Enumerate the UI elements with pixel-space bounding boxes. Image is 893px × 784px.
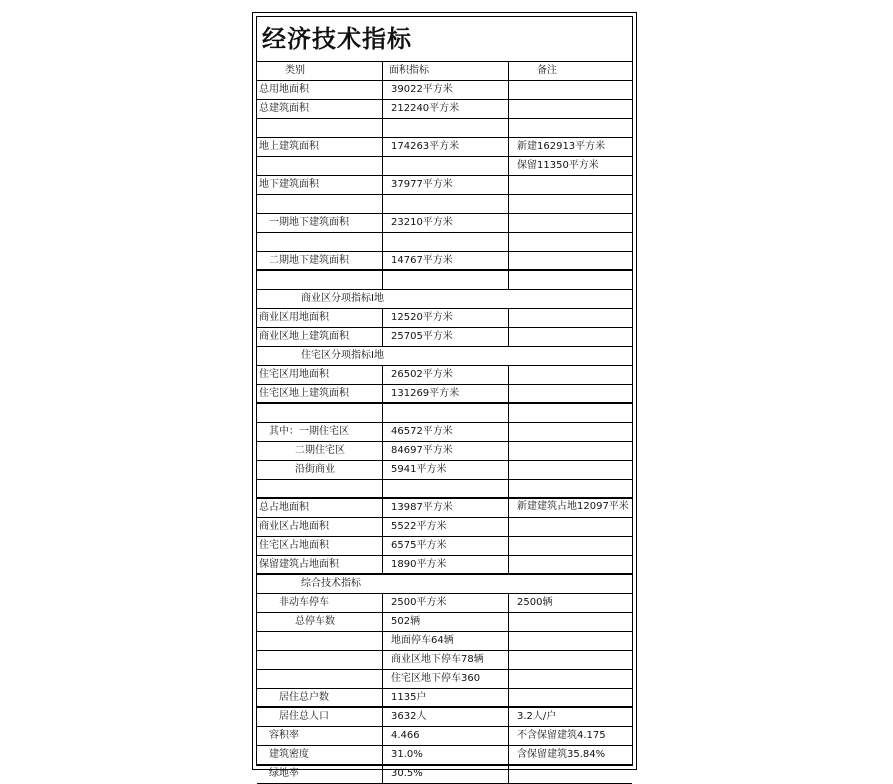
- area-cell: [383, 233, 509, 251]
- area-cell: 6575平方米: [383, 537, 509, 555]
- note-cell: [509, 461, 632, 479]
- note-cell: [509, 442, 632, 460]
- area-cell: 12520平方米: [383, 309, 509, 327]
- category-cell: 二期地下建筑面积: [257, 252, 383, 269]
- indicator-sheet: [252, 12, 637, 779]
- table-row: [257, 499, 632, 518]
- category-cell: 住宅区地上建筑面积: [257, 385, 383, 402]
- table-row: [257, 708, 632, 727]
- category-cell: 商业区用地面积: [257, 309, 383, 327]
- category-cell: 绿地率: [257, 765, 383, 783]
- note-cell: 2500辆: [517, 597, 553, 608]
- category-cell: [257, 157, 383, 175]
- note-cell: [509, 233, 632, 251]
- area-cell: 502辆: [383, 613, 509, 631]
- table-row: [257, 100, 632, 119]
- category-cell: 商业区地上建筑面积: [257, 328, 383, 346]
- note-cell: [509, 556, 632, 573]
- table-row: [257, 233, 632, 252]
- area-cell: 39022平方米: [383, 81, 509, 99]
- note-cell: 含保留建筑35.84%: [517, 749, 606, 760]
- table-row: [257, 480, 632, 499]
- note-cell: [509, 537, 632, 555]
- note-cell: [509, 632, 632, 650]
- area-cell: [383, 157, 509, 175]
- category-cell: [257, 233, 383, 251]
- table-row: [257, 518, 632, 537]
- category-cell: 非动车停车: [257, 594, 383, 612]
- area-cell: 5941平方米: [383, 461, 509, 479]
- note-cell: [509, 100, 632, 118]
- table-row: [257, 309, 632, 328]
- category-cell: 地下建筑面积: [257, 176, 383, 194]
- category-cell: 保留建筑占地面积: [257, 556, 383, 573]
- table-row: [257, 328, 632, 347]
- area-cell: 14767平方米: [383, 252, 509, 269]
- header-note: 备注: [537, 65, 557, 76]
- category-cell: 总占地面积: [257, 499, 383, 517]
- note-cell: [509, 385, 632, 402]
- area-cell: 30.5%: [383, 765, 509, 783]
- area-cell: 23210平方米: [383, 214, 509, 232]
- category-cell: 商业区占地面积: [257, 518, 383, 536]
- table-row: [257, 765, 632, 784]
- section-row: [257, 575, 632, 594]
- note-cell: [509, 214, 632, 232]
- category-cell: [257, 670, 383, 688]
- note-cell: [509, 765, 632, 783]
- area-cell: 13987平方米: [383, 499, 509, 517]
- section-row: [257, 347, 632, 366]
- header-category: 类别: [257, 62, 383, 80]
- table-row: [257, 594, 632, 613]
- category-cell: 地上建筑面积: [257, 138, 383, 156]
- note-cell: [509, 480, 632, 497]
- table-row: [257, 423, 632, 442]
- area-cell: [383, 271, 509, 289]
- indicator-table: [257, 61, 632, 784]
- section-title: 商业区分项指标I地: [301, 293, 384, 304]
- table-row: [257, 689, 632, 708]
- category-cell: 建筑密度: [257, 746, 383, 764]
- table-header-row: [257, 62, 632, 81]
- note-cell: [509, 309, 632, 327]
- note-cell: [509, 366, 632, 384]
- note-cell: [509, 651, 632, 669]
- category-cell: 总停车数: [257, 613, 383, 631]
- table-row: [257, 537, 632, 556]
- area-cell: 174263平方米: [383, 138, 509, 156]
- area-cell: [383, 119, 509, 137]
- table-row: [257, 670, 632, 689]
- area-cell: 25705平方米: [383, 328, 509, 346]
- note-cell: [509, 119, 632, 137]
- note-cell: 3.2人/户: [517, 711, 557, 722]
- table-row: [257, 746, 632, 765]
- note-cell: 新建建筑占地12097平米: [517, 501, 629, 512]
- header-area: 面积指标: [383, 62, 509, 80]
- category-cell: 其中：一期住宅区: [257, 423, 383, 441]
- note-cell: [509, 613, 632, 631]
- note-cell: [509, 670, 632, 688]
- category-cell: 居住总户数: [257, 689, 383, 706]
- category-cell: 总用地面积: [257, 81, 383, 99]
- area-cell: [383, 480, 509, 497]
- section-title: 综合技术指标: [301, 578, 361, 589]
- category-cell: [257, 651, 383, 669]
- table-row: [257, 613, 632, 632]
- category-cell: 总建筑面积: [257, 100, 383, 118]
- table-row: [257, 252, 632, 271]
- note-cell: [509, 195, 632, 213]
- table-row: [257, 271, 632, 290]
- note-cell: 新建162913平方米: [517, 141, 606, 152]
- table-row: [257, 366, 632, 385]
- table-row: [257, 727, 632, 746]
- category-cell: [257, 632, 383, 650]
- area-cell: [383, 404, 509, 422]
- sheet-frame: [256, 16, 633, 779]
- table-row: [257, 632, 632, 651]
- note-cell: [509, 404, 632, 422]
- note-cell: 不含保留建筑4.175: [517, 730, 606, 741]
- section-title: 住宅区分项指标I地: [301, 350, 384, 361]
- area-cell: 212240平方米: [383, 100, 509, 118]
- area-cell: 26502平方米: [383, 366, 509, 384]
- category-cell: 住宅区占地面积: [257, 537, 383, 555]
- note-cell: [509, 252, 632, 269]
- area-cell: 地面停车64辆: [383, 632, 509, 650]
- area-cell: 31.0%: [383, 746, 509, 764]
- category-cell: 居住总人口: [257, 708, 383, 726]
- category-cell: [257, 480, 383, 497]
- table-row: [257, 651, 632, 670]
- area-cell: 商业区地下停车78辆: [383, 651, 509, 669]
- category-cell: 住宅区用地面积: [257, 366, 383, 384]
- area-cell: 37977平方米: [383, 176, 509, 194]
- category-cell: 沿街商业: [257, 461, 383, 479]
- table-row: [257, 81, 632, 100]
- table-row: [257, 442, 632, 461]
- table-row: [257, 461, 632, 480]
- category-cell: [257, 271, 383, 289]
- table-row: [257, 157, 632, 176]
- area-cell: 1890平方米: [383, 556, 509, 573]
- table-row: [257, 138, 632, 157]
- note-cell: 保留11350平方米: [517, 160, 599, 171]
- area-cell: 5522平方米: [383, 518, 509, 536]
- category-cell: 容积率: [257, 727, 383, 745]
- note-cell: [509, 689, 632, 706]
- sheet-title: 经济技术指标: [262, 25, 412, 53]
- note-cell: [509, 271, 632, 289]
- area-cell: 3632人: [383, 708, 509, 726]
- area-cell: 住宅区地下停车360: [383, 670, 509, 688]
- area-cell: [383, 195, 509, 213]
- note-cell: [509, 81, 632, 99]
- note-cell: [509, 328, 632, 346]
- table-row: [257, 214, 632, 233]
- section-row: [257, 290, 632, 309]
- area-cell: 4.466: [383, 727, 509, 745]
- note-cell: [509, 518, 632, 536]
- table-row: [257, 556, 632, 575]
- table-row: [257, 195, 632, 214]
- area-cell: 1135户: [383, 689, 509, 706]
- category-cell: [257, 195, 383, 213]
- category-cell: [257, 119, 383, 137]
- table-row: [257, 119, 632, 138]
- area-cell: 46572平方米: [383, 423, 509, 441]
- category-cell: 二期住宅区: [257, 442, 383, 460]
- table-row: [257, 385, 632, 404]
- category-cell: 一期地下建筑面积: [257, 214, 383, 232]
- table-row: [257, 404, 632, 423]
- area-cell: 131269平方米: [383, 385, 509, 402]
- table-body: [257, 81, 632, 784]
- note-cell: [509, 176, 632, 194]
- note-cell: [509, 423, 632, 441]
- area-cell: 2500平方米: [383, 594, 509, 612]
- category-cell: [257, 404, 383, 422]
- table-row: [257, 176, 632, 195]
- area-cell: 84697平方米: [383, 442, 509, 460]
